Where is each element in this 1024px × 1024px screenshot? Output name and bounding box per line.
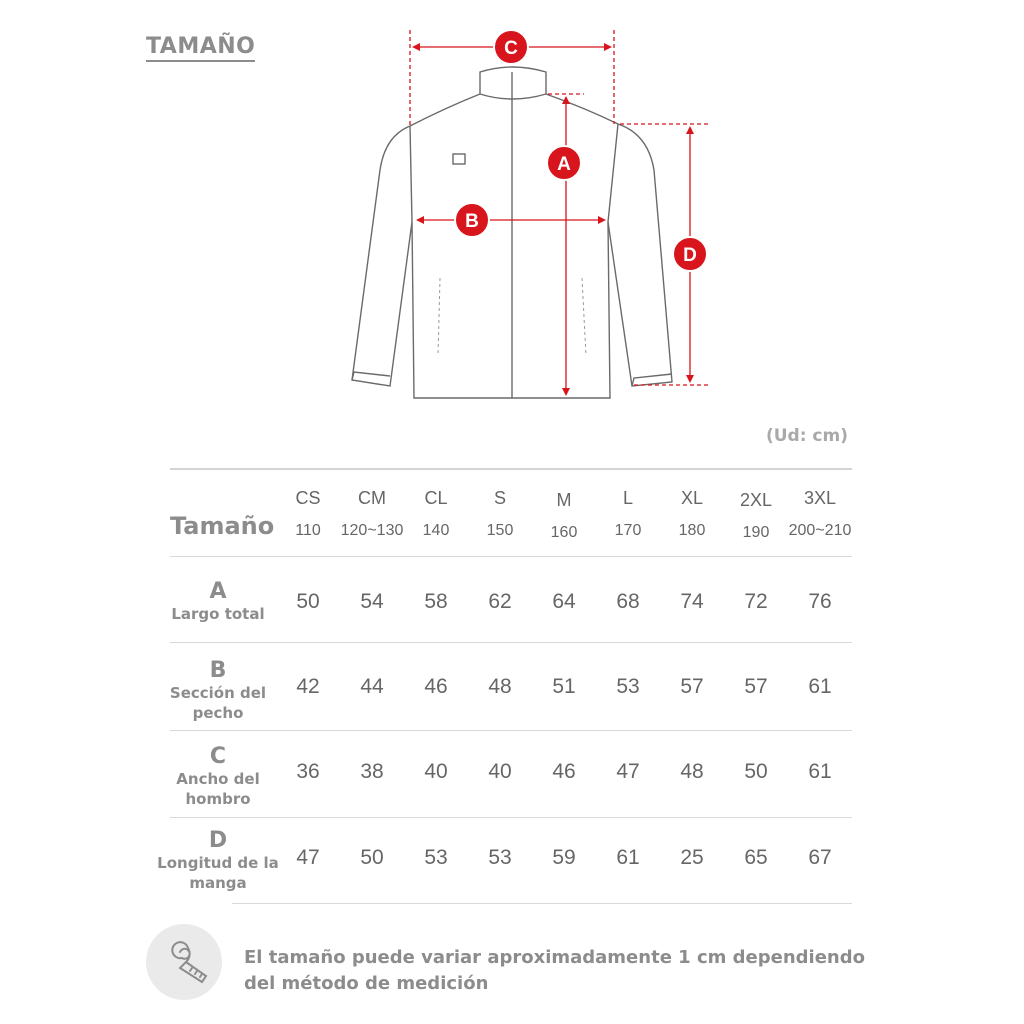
size-code: 2XL <box>739 490 773 510</box>
size-height: 150 <box>486 522 514 539</box>
size-code: L <box>622 488 633 508</box>
table-cell: 72 <box>744 590 768 613</box>
table-divider <box>232 903 852 904</box>
table-cell: 51 <box>552 675 576 698</box>
table-cell: 25 <box>680 846 704 869</box>
table-cell: 59 <box>552 846 576 869</box>
size-column-cs <box>272 486 344 546</box>
row-desc: manga <box>189 874 247 892</box>
size-code: CM <box>358 488 386 508</box>
unit-label: (Ud: cm) <box>765 426 848 446</box>
row-label-b <box>150 659 286 723</box>
table-cell: 64 <box>552 590 576 613</box>
measuring-tape-icon <box>146 924 222 1000</box>
row-letter: B <box>209 658 227 683</box>
table-cell: 48 <box>488 675 512 698</box>
row-desc: Longitud de la <box>157 854 279 872</box>
marker-b <box>455 203 489 237</box>
table-cell: 40 <box>488 760 512 783</box>
jacket-outline <box>352 67 672 398</box>
table-cell: 61 <box>616 846 640 869</box>
page-heading: TAMAÑO <box>146 34 255 62</box>
table-cell: 57 <box>680 675 704 698</box>
size-header: Tamaño <box>170 512 275 540</box>
size-code: CS <box>295 488 321 508</box>
table-cell: 47 <box>296 846 320 869</box>
row-label-d <box>150 829 286 893</box>
size-height: 170 <box>614 522 642 539</box>
table-cell: 53 <box>424 846 448 869</box>
marker-b-label: B <box>465 211 479 232</box>
row-label-c <box>150 745 286 809</box>
table-cell: 76 <box>808 590 832 613</box>
marker-c-label: C <box>504 38 518 59</box>
table-cell: 62 <box>488 590 512 613</box>
table-divider <box>170 730 852 731</box>
row-letter: D <box>208 828 228 853</box>
size-height: 110 <box>295 522 321 539</box>
size-height: 180 <box>678 522 706 539</box>
size-code: XL <box>680 488 704 508</box>
size-column-l <box>592 486 664 546</box>
table-cell: 57 <box>744 675 768 698</box>
size-code: CL <box>424 488 448 508</box>
table-cell: 50 <box>744 760 768 783</box>
size-column-cm <box>336 486 408 546</box>
row-desc: pecho <box>192 704 244 722</box>
size-code: S <box>493 488 506 508</box>
size-height: 200~210 <box>788 522 852 539</box>
table-cell: 53 <box>488 846 512 869</box>
note-line-2: del método de medición <box>244 973 489 994</box>
table-cell: 68 <box>616 590 640 613</box>
table-cell: 50 <box>296 590 320 613</box>
row-letter: C <box>209 744 227 769</box>
row-label-a <box>150 580 286 624</box>
table-cell: 65 <box>744 846 768 869</box>
size-height: 140 <box>422 522 450 539</box>
table-cell: 50 <box>360 846 384 869</box>
marker-a <box>547 146 581 180</box>
jacket-diagram <box>340 20 720 410</box>
table-divider <box>170 642 852 643</box>
marker-c <box>494 30 528 64</box>
marker-d-label: D <box>683 245 697 266</box>
size-height: 120~130 <box>340 522 404 539</box>
table-cell: 58 <box>424 590 448 613</box>
size-column-xl <box>656 486 728 546</box>
size-column-3xl <box>784 486 856 546</box>
size-column-m <box>528 486 600 546</box>
table-divider <box>170 817 852 818</box>
table-cell: 67 <box>808 846 832 869</box>
table-divider <box>170 468 852 470</box>
size-column-s <box>464 486 536 546</box>
table-cell: 47 <box>616 760 640 783</box>
row-desc: Sección del <box>169 684 267 702</box>
table-cell: 40 <box>424 760 448 783</box>
measurement-note <box>244 945 904 997</box>
size-code: M <box>556 490 572 510</box>
table-cell: 42 <box>296 675 320 698</box>
table-cell: 44 <box>360 675 384 698</box>
table-cell: 74 <box>680 590 704 613</box>
table-cell: 61 <box>808 760 832 783</box>
note-line-1: El tamaño puede variar aproximadamente 1 cm dependiendo <box>244 947 865 968</box>
size-code: 3XL <box>803 488 837 508</box>
table-divider <box>170 556 852 557</box>
size-column-2xl <box>720 486 792 546</box>
table-cell: 46 <box>552 760 576 783</box>
size-height: 160 <box>550 524 578 541</box>
table-cell: 61 <box>808 675 832 698</box>
row-desc: Ancho del <box>176 770 260 788</box>
table-cell: 36 <box>296 760 320 783</box>
table-cell: 38 <box>360 760 384 783</box>
marker-d <box>673 237 707 271</box>
size-height: 190 <box>742 524 770 541</box>
measure-lines <box>410 30 710 393</box>
marker-a-label: A <box>557 154 571 175</box>
row-desc: hombro <box>185 790 251 808</box>
table-cell: 48 <box>680 760 704 783</box>
table-cell: 54 <box>360 590 384 613</box>
row-letter: A <box>209 579 227 604</box>
table-cell: 53 <box>616 675 640 698</box>
size-column-cl <box>400 486 472 546</box>
row-desc: Largo total <box>171 605 265 623</box>
table-cell: 46 <box>424 675 448 698</box>
